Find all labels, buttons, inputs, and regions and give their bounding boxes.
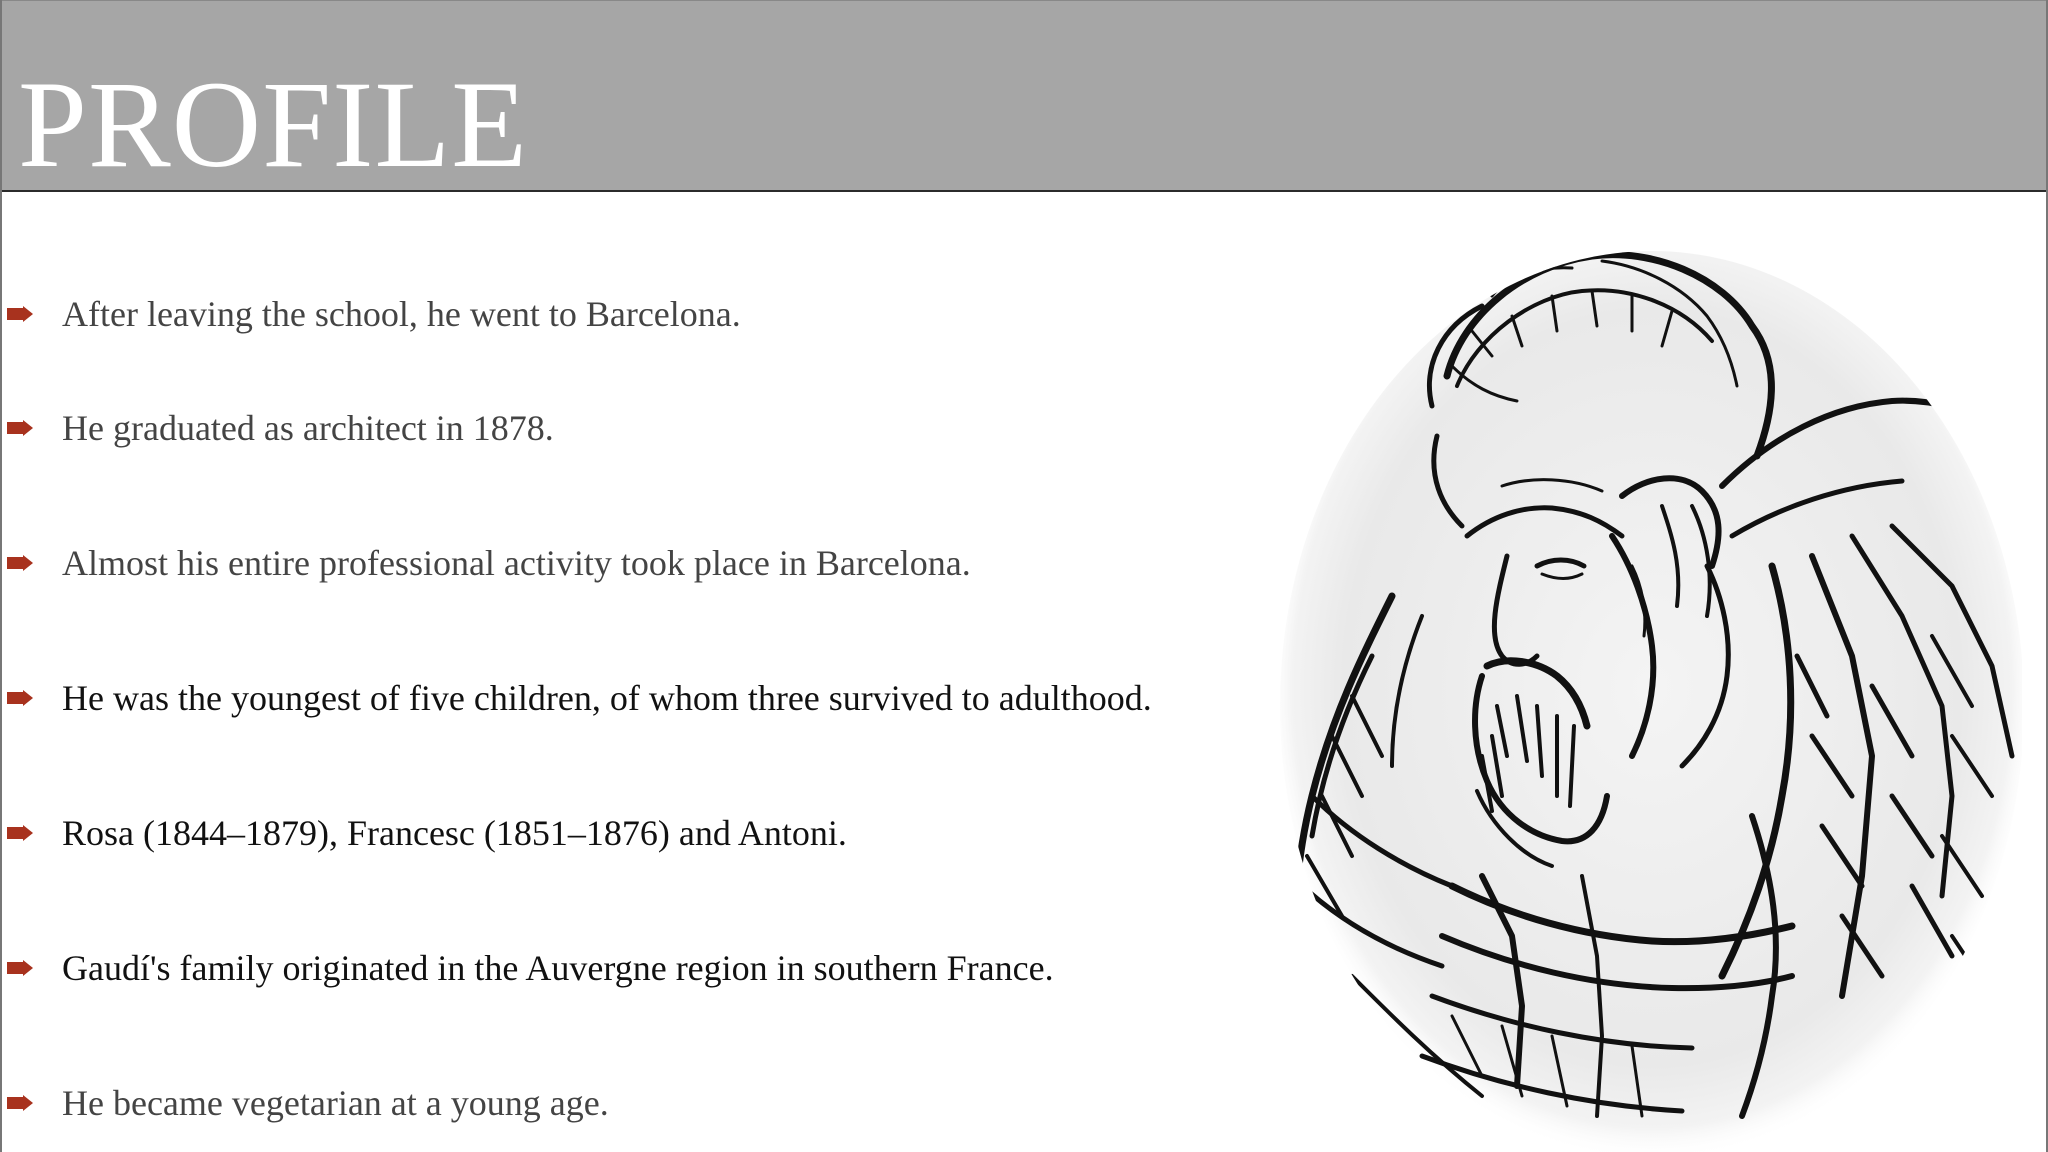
sketch-portrait-icon — [1252, 236, 2022, 1152]
arrow-bullet-icon — [7, 690, 33, 706]
arrow-bullet-icon — [7, 420, 33, 436]
arrow-bullet-icon — [7, 960, 33, 976]
bullet-text: He became vegetarian at a young age. — [62, 1083, 609, 1123]
arrow-bullet-icon — [7, 306, 33, 322]
bullet-item — [2, 803, 1262, 863]
bullet-item — [2, 668, 1262, 728]
bullet-item — [2, 938, 1262, 998]
bullet-item — [2, 398, 1262, 458]
bullet-text: After leaving the school, he went to Barcelona. — [62, 294, 741, 334]
arrow-bullet-icon — [7, 555, 33, 571]
bullet-text: Gaudí's family originated in the Auvergne region in southern France. — [62, 948, 1054, 988]
bullet-text: He graduated as architect in 1878. — [62, 408, 554, 448]
bullet-text: Almost his entire professional activity took place in Barcelona. — [62, 543, 971, 583]
bullet-item — [2, 284, 1262, 344]
title-bar — [2, 0, 2048, 192]
slide-title: PROFILE — [18, 56, 528, 193]
arrow-bullet-icon — [7, 825, 33, 841]
bullet-item — [2, 533, 1262, 593]
arrow-bullet-icon — [7, 1095, 33, 1111]
bullet-text: Rosa (1844–1879), Francesc (1851–1876) and Antoni. — [62, 813, 847, 853]
bullet-item — [2, 1073, 1262, 1133]
portrait-image — [1252, 236, 2022, 1152]
bullet-text: He was the youngest of five children, of whom three survived to adulthood. — [62, 678, 1152, 718]
